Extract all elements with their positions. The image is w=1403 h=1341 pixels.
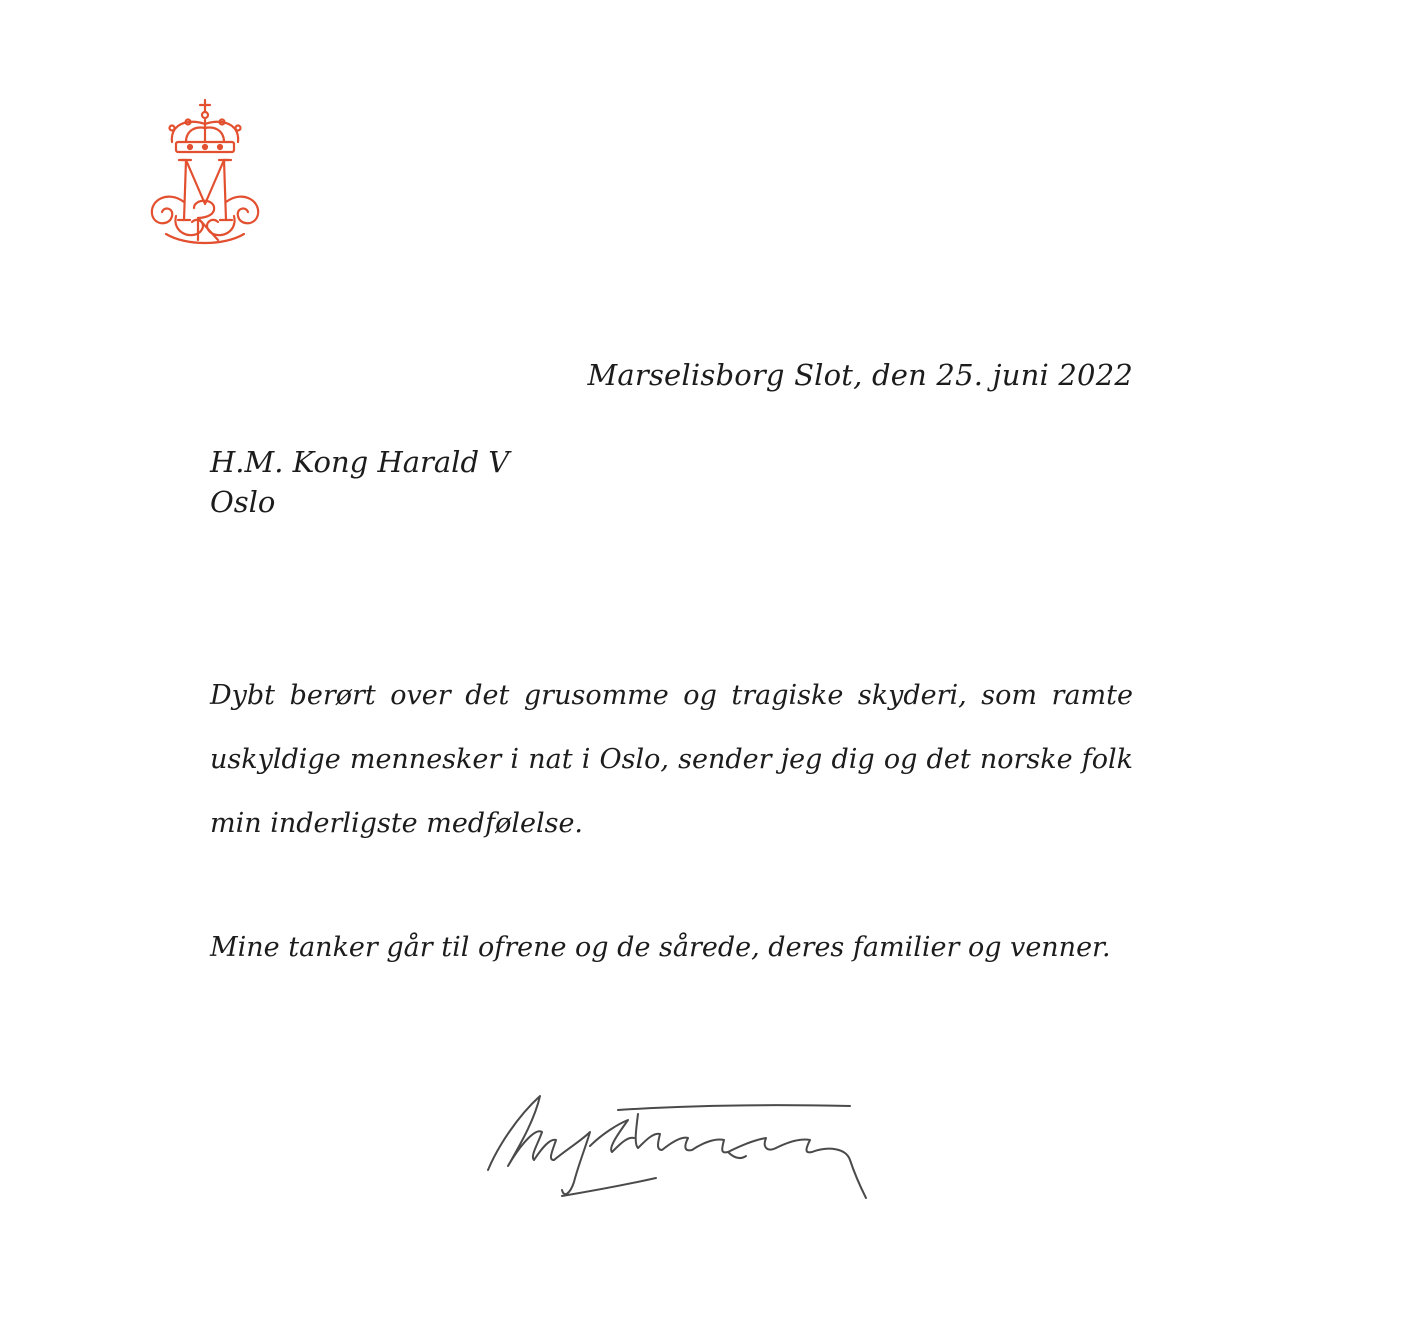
recipient-city: Oslo: [210, 485, 276, 519]
crowned-monogram-icon: [146, 98, 264, 248]
letter-paragraph-condolence: Dybt berørt over det grusomme og tragiske skyderi, som ramte uskyldige mennesker i nat i Oslo, sender jeg dig og det norske folk min inderligste medfølelse.: [210, 680, 1133, 839]
letter-dateline: Marselisborg Slot, den 25. juni 2022: [587, 358, 1133, 392]
recipient-block: [210, 442, 509, 522]
letter-paragraph-thoughts: Mine tanker går til ofrene og de sårede, deres familier og venner.: [210, 932, 1111, 963]
recipient-name: H.M. Kong Harald V: [210, 445, 510, 479]
handwritten-signature-icon: [478, 1086, 878, 1206]
